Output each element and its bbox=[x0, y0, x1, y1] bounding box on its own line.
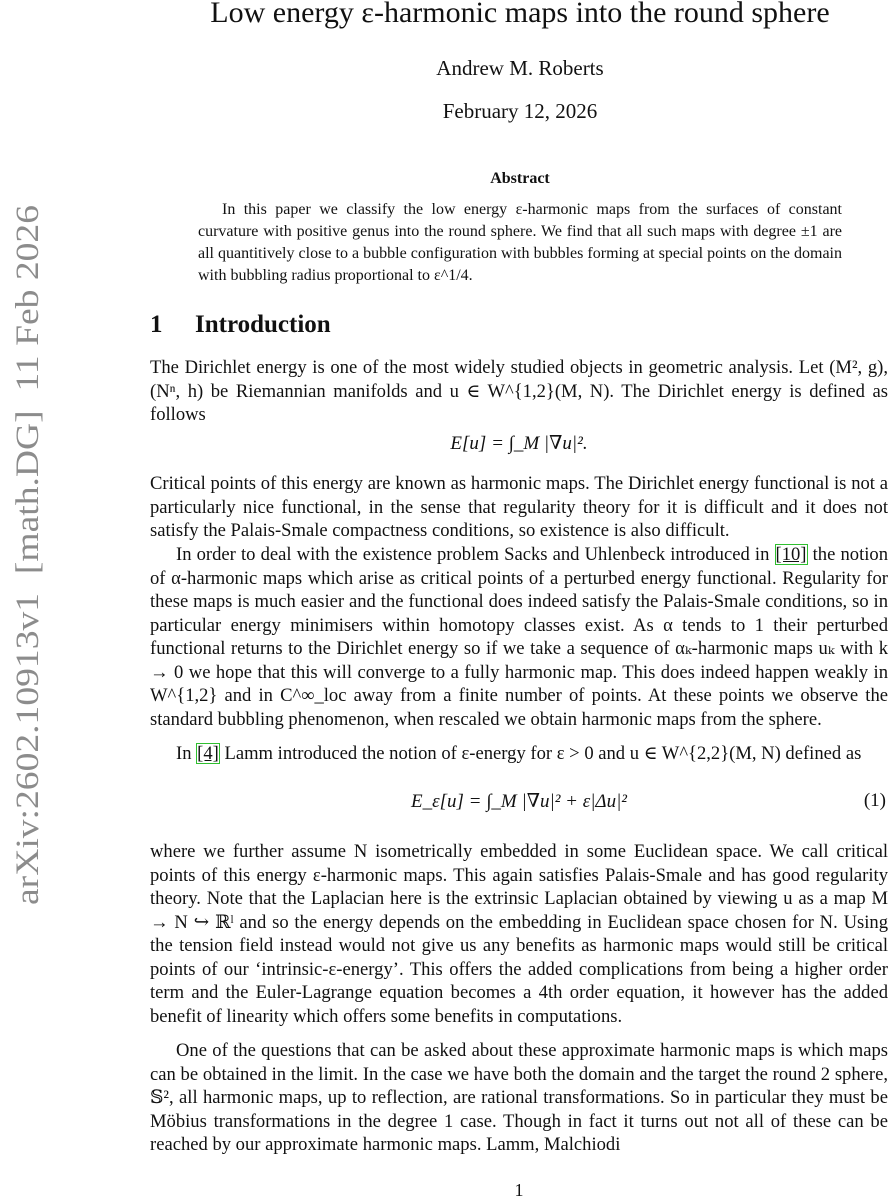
abstract-text: In this paper we classify the low energy ε-harmonic maps from the surfaces of constant curvature with positive genus into the round sphere. We find that all such maps with degree ±1 are all quantitively close to a bubble configuration with bubbles forming at special points on the domain with bubbling radius proportional to ε^1/4. bbox=[198, 201, 842, 284]
section-heading bbox=[150, 311, 331, 339]
paragraph-3 bbox=[150, 543, 888, 731]
page-number: 1 bbox=[514, 1180, 524, 1200]
paragraph-2: Critical points of this energy are known as harmonic maps. The Dirichlet energy functional is not a particularly nice functional, in the sense that regularity theory for it is difficult and it does not satisfy the Palais-Smale compactness conditions, so existence is also difficult. bbox=[150, 473, 888, 541]
paragraph-3-before: In order to deal with the existence problem Sacks and Uhlenbeck introduced in bbox=[176, 544, 775, 565]
equation-epsilon-energy bbox=[150, 790, 888, 813]
arxiv-side-stamp bbox=[2, 205, 48, 905]
paragraph-3-after: the notion of α-harmonic maps which arise as critical points of a perturbed energy functional. Regularity for these maps is much easier and the functional does indeed satisfy the Palais-Smale conditions, so in particular energy minimisers within homotopy classes exist. As α tends to 1 their perturbed functional returns to the Dirichlet energy so if we take a sequence of αₖ-harmonic maps uₖ with k → 0 we hope that this will converge to a fully harmonic map. This does indeed happen weakly in W^{1,2} and in C^∞_loc away from a finite number of points. At these points we observe the standard bubbling phenomenon, when rescaled we obtain harmonic maps from the sphere. bbox=[150, 544, 888, 730]
citation-link-4[interactable]: [4] bbox=[197, 743, 219, 764]
paragraph-4-after: Lamm introduced the notion of ε-energy for ε > 0 and u ∈ W^{2,2}(M, N) defined as bbox=[219, 743, 862, 764]
paper-title: Low energy ε-harmonic maps into the round sphere bbox=[210, 0, 830, 29]
equation-epsilon-expr: E_ε[u] = ∫_M |∇u|² + ε|Δu|² bbox=[411, 791, 627, 812]
paragraph-4-before: In bbox=[176, 743, 197, 764]
paper-date: February 12, 2026 bbox=[442, 99, 598, 123]
paragraph-6: One of the questions that can be asked about these approximate harmonic maps is which maps can be obtained in the limit. In the case we have both the domain and the target the round 2 sphere, 𝕊², all harmonic maps, up to reflection, are rational transformations. So in particular they must be Möbius transformations in the degree 1 case. Though in fact it turns out not all of these can be reached by our approximate harmonic maps. Lamm, Malchiodi bbox=[150, 1040, 888, 1155]
paragraph-5: where we further assume N isometrically embedded in some Euclidean space. We call critical points of this energy ε-harmonic maps. This again satisfies Palais-Smale and has good regularity theory. Note that the Laplacian here is the extrinsic Laplacian obtained by viewing u as a map M → N ↪ ℝˡ and so the energy depends on the embedding in Euclidean space chosen for N. Using the tension field instead would not give us any benefits as harmonic maps would still be critical points of our ‘intrinsic-ε-energy’. This offers the added complications from being a higher order term and the Euler-Lagrange equation becomes a 4th order equation, it however has the added benefit of linearity which offers some benefits in computations. bbox=[150, 841, 888, 1027]
equation-dirichlet bbox=[150, 432, 888, 455]
citation-link-10[interactable]: [10] bbox=[775, 544, 807, 565]
equation-number: (1) bbox=[863, 790, 886, 811]
equation-dirichlet-expr: E[u] = ∫_M |∇u|². bbox=[450, 433, 588, 454]
section-number: 1 bbox=[150, 311, 163, 338]
paragraph-1: The Dirichlet energy is one of the most widely studied objects in geometric analysis. Let (M², g), (Nⁿ, h) be Riemannian manifolds and u ∈ W^{1,2}(M, N). The Dirichlet energy is defined as follows bbox=[150, 357, 888, 425]
abstract-heading: Abstract bbox=[490, 170, 550, 187]
section-title: Introduction bbox=[195, 311, 331, 338]
author-name: Andrew M. Roberts bbox=[436, 56, 604, 80]
arxiv-stamp-text: arXiv:2602.10913v1 [math.DG] 11 Feb 2026 bbox=[10, 290, 46, 905]
paragraph-4 bbox=[150, 742, 888, 766]
arxiv-stamp-graphic bbox=[2, 205, 48, 905]
